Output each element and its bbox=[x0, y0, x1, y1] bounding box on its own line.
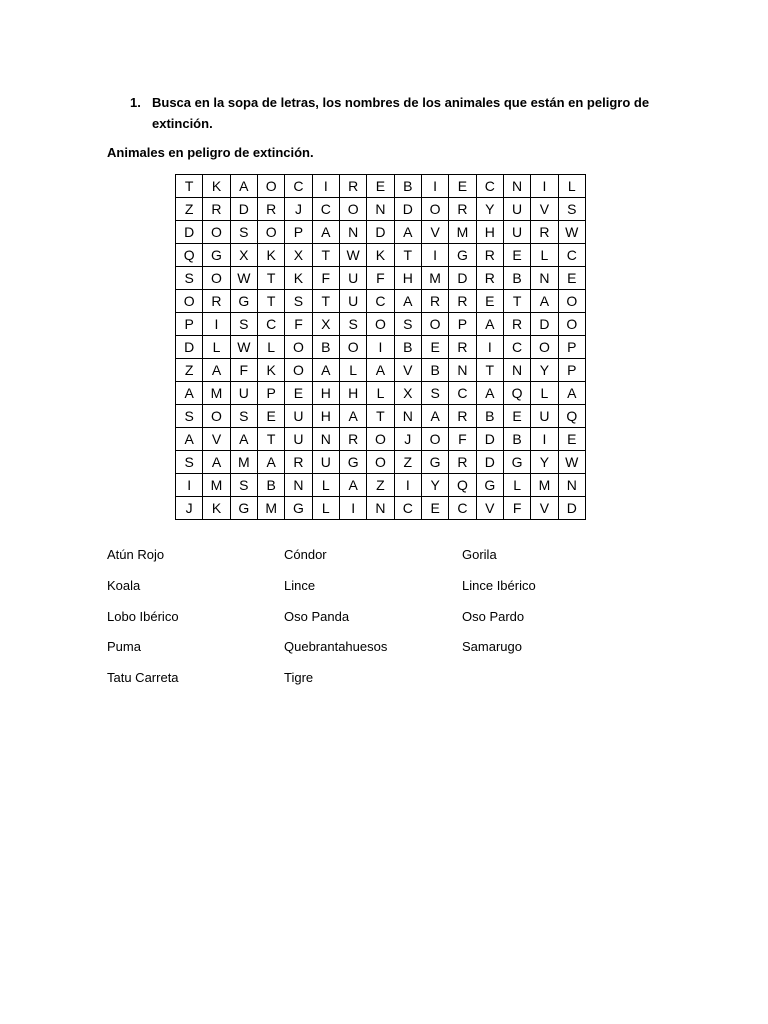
grid-cell: R bbox=[203, 290, 230, 313]
word-list-item: Quebrantahuesos bbox=[284, 639, 388, 655]
grid-cell: F bbox=[312, 267, 339, 290]
section-subtitle: Animales en peligro de extinción. bbox=[107, 145, 314, 160]
grid-cell: S bbox=[176, 405, 203, 428]
grid-cell: R bbox=[476, 244, 503, 267]
grid-cell: W bbox=[339, 244, 366, 267]
instruction-number: 1. bbox=[130, 95, 141, 110]
grid-cell: N bbox=[367, 198, 394, 221]
grid-cell: B bbox=[394, 175, 421, 198]
grid-cell: E bbox=[285, 382, 312, 405]
grid-cell: T bbox=[367, 405, 394, 428]
grid-cell: I bbox=[421, 244, 448, 267]
grid-row bbox=[176, 382, 586, 405]
grid-cell: C bbox=[257, 313, 284, 336]
grid-cell: C bbox=[449, 382, 476, 405]
grid-cell: A bbox=[176, 428, 203, 451]
grid-cell: C bbox=[503, 336, 530, 359]
instruction-text: Busca en la sopa de letras, los nombres de los animales que están en peligro de extinción. bbox=[152, 95, 650, 131]
grid-cell: C bbox=[312, 198, 339, 221]
grid-cell: W bbox=[230, 336, 257, 359]
grid-cell: O bbox=[421, 428, 448, 451]
grid-cell: P bbox=[257, 382, 284, 405]
grid-cell: A bbox=[176, 382, 203, 405]
grid-cell: R bbox=[421, 290, 448, 313]
grid-cell: B bbox=[257, 474, 284, 497]
grid-cell: G bbox=[339, 451, 366, 474]
grid-row bbox=[176, 474, 586, 497]
grid-cell: T bbox=[394, 244, 421, 267]
grid-row bbox=[176, 497, 586, 520]
grid-cell: K bbox=[367, 244, 394, 267]
grid-cell: G bbox=[449, 244, 476, 267]
grid-cell: R bbox=[531, 221, 558, 244]
grid-cell: T bbox=[257, 428, 284, 451]
grid-cell: D bbox=[558, 497, 585, 520]
grid-cell: S bbox=[421, 382, 448, 405]
grid-cell: E bbox=[421, 497, 448, 520]
grid-cell: M bbox=[203, 382, 230, 405]
grid-cell: O bbox=[285, 336, 312, 359]
word-list-item: Lobo Ibérico bbox=[107, 608, 179, 624]
grid-cell: U bbox=[531, 405, 558, 428]
grid-cell: P bbox=[558, 336, 585, 359]
grid-cell: C bbox=[367, 290, 394, 313]
grid-cell: T bbox=[503, 290, 530, 313]
grid-cell: B bbox=[312, 336, 339, 359]
grid-cell: L bbox=[203, 336, 230, 359]
grid-cell: N bbox=[503, 359, 530, 382]
grid-cell: Y bbox=[476, 198, 503, 221]
word-list-item: Cóndor bbox=[284, 547, 327, 562]
grid-cell: I bbox=[531, 428, 558, 451]
grid-cell: K bbox=[203, 497, 230, 520]
grid-cell: A bbox=[203, 451, 230, 474]
grid-cell: J bbox=[394, 428, 421, 451]
grid-cell: N bbox=[285, 474, 312, 497]
grid-cell: S bbox=[176, 267, 203, 290]
grid-cell: W bbox=[558, 451, 585, 474]
grid-cell: T bbox=[257, 290, 284, 313]
grid-cell: R bbox=[449, 198, 476, 221]
grid-cell: D bbox=[476, 451, 503, 474]
grid-cell: D bbox=[394, 198, 421, 221]
grid-cell: U bbox=[339, 267, 366, 290]
grid-cell: E bbox=[558, 267, 585, 290]
grid-cell: L bbox=[257, 336, 284, 359]
grid-cell: R bbox=[285, 451, 312, 474]
grid-cell: A bbox=[531, 290, 558, 313]
word-list-item: Gorila bbox=[462, 547, 497, 562]
grid-cell: I bbox=[394, 474, 421, 497]
word-list bbox=[107, 546, 647, 700]
word-list-item: Oso Pardo bbox=[462, 608, 525, 624]
grid-cell: P bbox=[449, 313, 476, 336]
grid-cell: S bbox=[394, 313, 421, 336]
grid-cell: G bbox=[421, 451, 448, 474]
grid-cell: C bbox=[558, 244, 585, 267]
grid-cell: Q bbox=[176, 244, 203, 267]
grid-row bbox=[176, 290, 586, 313]
word-search-grid bbox=[175, 174, 586, 520]
grid-cell: A bbox=[257, 451, 284, 474]
grid-cell: X bbox=[230, 244, 257, 267]
grid-cell: M bbox=[531, 474, 558, 497]
grid-cell: D bbox=[531, 313, 558, 336]
grid-cell: T bbox=[176, 175, 203, 198]
grid-row bbox=[176, 359, 586, 382]
grid-row bbox=[176, 244, 586, 267]
grid-cell: U bbox=[312, 451, 339, 474]
grid-cell: S bbox=[230, 313, 257, 336]
grid-cell: V bbox=[476, 497, 503, 520]
grid-cell: E bbox=[476, 290, 503, 313]
grid-cell: R bbox=[203, 198, 230, 221]
grid-row bbox=[176, 198, 586, 221]
grid-cell: I bbox=[531, 175, 558, 198]
grid-cell: O bbox=[367, 313, 394, 336]
grid-cell: M bbox=[421, 267, 448, 290]
grid-cell: X bbox=[312, 313, 339, 336]
grid-cell: E bbox=[421, 336, 448, 359]
grid-cell: R bbox=[339, 428, 366, 451]
grid-cell: L bbox=[339, 359, 366, 382]
grid-cell: S bbox=[230, 221, 257, 244]
grid-cell: P bbox=[285, 221, 312, 244]
grid-row bbox=[176, 313, 586, 336]
grid-cell: A bbox=[558, 382, 585, 405]
grid-cell: E bbox=[257, 405, 284, 428]
grid-cell: T bbox=[312, 244, 339, 267]
grid-cell: O bbox=[285, 359, 312, 382]
grid-cell: C bbox=[476, 175, 503, 198]
grid-cell: E bbox=[558, 428, 585, 451]
word-list-item: Samarugo bbox=[462, 639, 522, 655]
word-list-item: Tigre bbox=[284, 670, 314, 686]
grid-cell: O bbox=[531, 336, 558, 359]
word-list-item: Atún Rojo bbox=[107, 547, 165, 562]
grid-cell: C bbox=[285, 175, 312, 198]
grid-cell: B bbox=[476, 405, 503, 428]
grid-cell: W bbox=[230, 267, 257, 290]
grid-cell: Z bbox=[394, 451, 421, 474]
grid-cell: A bbox=[312, 221, 339, 244]
grid-cell: R bbox=[476, 267, 503, 290]
grid-cell: L bbox=[531, 382, 558, 405]
grid-cell: O bbox=[257, 175, 284, 198]
grid-cell: W bbox=[558, 221, 585, 244]
grid-cell: O bbox=[421, 198, 448, 221]
grid-cell: X bbox=[394, 382, 421, 405]
grid-cell: Z bbox=[176, 198, 203, 221]
grid-cell: A bbox=[339, 405, 366, 428]
grid-cell: R bbox=[449, 405, 476, 428]
grid-cell: U bbox=[285, 405, 312, 428]
grid-cell: H bbox=[394, 267, 421, 290]
grid-cell: O bbox=[203, 267, 230, 290]
grid-cell: I bbox=[339, 497, 366, 520]
grid-cell: V bbox=[531, 198, 558, 221]
grid-cell: L bbox=[312, 474, 339, 497]
grid-cell: E bbox=[367, 175, 394, 198]
grid-cell: A bbox=[476, 382, 503, 405]
grid-cell: Y bbox=[531, 451, 558, 474]
grid-cell: U bbox=[285, 428, 312, 451]
grid-cell: L bbox=[312, 497, 339, 520]
grid-cell: B bbox=[394, 336, 421, 359]
grid-cell: G bbox=[476, 474, 503, 497]
grid-cell: J bbox=[176, 497, 203, 520]
grid-cell: U bbox=[230, 382, 257, 405]
grid-cell: A bbox=[394, 290, 421, 313]
grid-cell: I bbox=[312, 175, 339, 198]
grid-cell: T bbox=[312, 290, 339, 313]
grid-cell: S bbox=[230, 405, 257, 428]
grid-cell: O bbox=[203, 221, 230, 244]
word-list-item: Koala bbox=[107, 577, 141, 593]
grid-cell: N bbox=[339, 221, 366, 244]
grid-cell: A bbox=[394, 221, 421, 244]
grid-cell: L bbox=[367, 382, 394, 405]
grid-cell: F bbox=[503, 497, 530, 520]
grid-cell: Z bbox=[367, 474, 394, 497]
grid-cell: O bbox=[421, 313, 448, 336]
grid-cell: C bbox=[394, 497, 421, 520]
grid-cell: M bbox=[449, 221, 476, 244]
grid-cell: I bbox=[367, 336, 394, 359]
word-list-item: Puma bbox=[107, 639, 141, 655]
grid-cell: V bbox=[531, 497, 558, 520]
grid-cell: O bbox=[176, 290, 203, 313]
grid-cell: I bbox=[176, 474, 203, 497]
grid-cell: L bbox=[503, 474, 530, 497]
grid-cell: I bbox=[203, 313, 230, 336]
grid-cell: A bbox=[312, 359, 339, 382]
grid-cell: A bbox=[476, 313, 503, 336]
grid-cell: M bbox=[257, 497, 284, 520]
grid-cell: N bbox=[531, 267, 558, 290]
grid-cell: G bbox=[503, 451, 530, 474]
grid-cell: S bbox=[558, 198, 585, 221]
grid-cell: V bbox=[203, 428, 230, 451]
grid-cell: N bbox=[558, 474, 585, 497]
word-list-item: Oso Panda bbox=[284, 608, 350, 624]
grid-cell: A bbox=[203, 359, 230, 382]
grid-cell: E bbox=[449, 175, 476, 198]
grid-cell: N bbox=[449, 359, 476, 382]
grid-cell: D bbox=[476, 428, 503, 451]
grid-row bbox=[176, 428, 586, 451]
grid-cell: G bbox=[203, 244, 230, 267]
grid-row bbox=[176, 336, 586, 359]
grid-cell: F bbox=[367, 267, 394, 290]
grid-cell: K bbox=[257, 244, 284, 267]
grid-cell: Z bbox=[176, 359, 203, 382]
grid-cell: O bbox=[558, 313, 585, 336]
grid-cell: H bbox=[312, 382, 339, 405]
grid-row bbox=[176, 221, 586, 244]
grid-cell: A bbox=[421, 405, 448, 428]
instruction bbox=[130, 92, 690, 134]
grid-cell: X bbox=[285, 244, 312, 267]
grid-cell: O bbox=[367, 451, 394, 474]
grid-cell: N bbox=[367, 497, 394, 520]
grid-row bbox=[176, 175, 586, 198]
grid-cell: A bbox=[339, 474, 366, 497]
grid-cell: D bbox=[230, 198, 257, 221]
grid-cell: D bbox=[176, 336, 203, 359]
grid-cell: Q bbox=[503, 382, 530, 405]
grid-cell: V bbox=[421, 221, 448, 244]
grid-cell: R bbox=[257, 198, 284, 221]
grid-cell: Y bbox=[531, 359, 558, 382]
grid-cell: E bbox=[503, 405, 530, 428]
grid-cell: H bbox=[476, 221, 503, 244]
grid-cell: R bbox=[449, 290, 476, 313]
grid-cell: U bbox=[339, 290, 366, 313]
grid-cell: B bbox=[421, 359, 448, 382]
grid-cell: C bbox=[449, 497, 476, 520]
grid-cell: M bbox=[203, 474, 230, 497]
grid-cell: R bbox=[503, 313, 530, 336]
grid-row bbox=[176, 267, 586, 290]
grid-cell: N bbox=[394, 405, 421, 428]
grid-row bbox=[176, 405, 586, 428]
grid-cell: H bbox=[339, 382, 366, 405]
grid-cell: D bbox=[176, 221, 203, 244]
grid-cell: U bbox=[503, 221, 530, 244]
grid-cell: U bbox=[503, 198, 530, 221]
grid-cell: K bbox=[203, 175, 230, 198]
grid-cell: F bbox=[285, 313, 312, 336]
grid-cell: K bbox=[285, 267, 312, 290]
grid-cell: G bbox=[285, 497, 312, 520]
grid-cell: S bbox=[339, 313, 366, 336]
grid-cell: F bbox=[449, 428, 476, 451]
grid-cell: L bbox=[531, 244, 558, 267]
grid-cell: P bbox=[176, 313, 203, 336]
grid-cell: R bbox=[449, 451, 476, 474]
grid-cell: A bbox=[230, 175, 257, 198]
grid-row bbox=[176, 451, 586, 474]
grid-cell: T bbox=[257, 267, 284, 290]
grid-cell: B bbox=[503, 428, 530, 451]
grid-cell: K bbox=[257, 359, 284, 382]
grid-cell: Q bbox=[558, 405, 585, 428]
grid-cell: O bbox=[367, 428, 394, 451]
grid-cell: S bbox=[230, 474, 257, 497]
grid-cell: J bbox=[285, 198, 312, 221]
grid-cell: O bbox=[339, 198, 366, 221]
word-list-item: Lince bbox=[284, 577, 316, 593]
grid-cell: A bbox=[230, 428, 257, 451]
grid-cell: B bbox=[503, 267, 530, 290]
grid-cell: H bbox=[312, 405, 339, 428]
grid-cell: D bbox=[449, 267, 476, 290]
grid-cell: O bbox=[339, 336, 366, 359]
grid-cell: I bbox=[476, 336, 503, 359]
grid-cell: S bbox=[285, 290, 312, 313]
grid-cell: Q bbox=[449, 474, 476, 497]
grid-cell: O bbox=[257, 221, 284, 244]
grid-cell: I bbox=[421, 175, 448, 198]
grid-cell: O bbox=[203, 405, 230, 428]
grid-cell: S bbox=[176, 451, 203, 474]
grid-cell: R bbox=[339, 175, 366, 198]
grid-cell: E bbox=[503, 244, 530, 267]
grid-cell: O bbox=[558, 290, 585, 313]
grid-cell: P bbox=[558, 359, 585, 382]
grid-cell: V bbox=[394, 359, 421, 382]
word-list-item: Tatu Carreta bbox=[107, 670, 179, 686]
grid-cell: R bbox=[449, 336, 476, 359]
grid-cell: D bbox=[367, 221, 394, 244]
grid-cell: A bbox=[367, 359, 394, 382]
grid-cell: F bbox=[230, 359, 257, 382]
grid-cell: Y bbox=[421, 474, 448, 497]
grid-cell: L bbox=[558, 175, 585, 198]
grid-cell: G bbox=[230, 290, 257, 313]
grid-cell: T bbox=[476, 359, 503, 382]
grid-cell: N bbox=[503, 175, 530, 198]
word-list-item: Lince Ibérico bbox=[462, 577, 536, 593]
grid-cell: M bbox=[230, 451, 257, 474]
grid-cell: G bbox=[230, 497, 257, 520]
grid-cell: N bbox=[312, 428, 339, 451]
